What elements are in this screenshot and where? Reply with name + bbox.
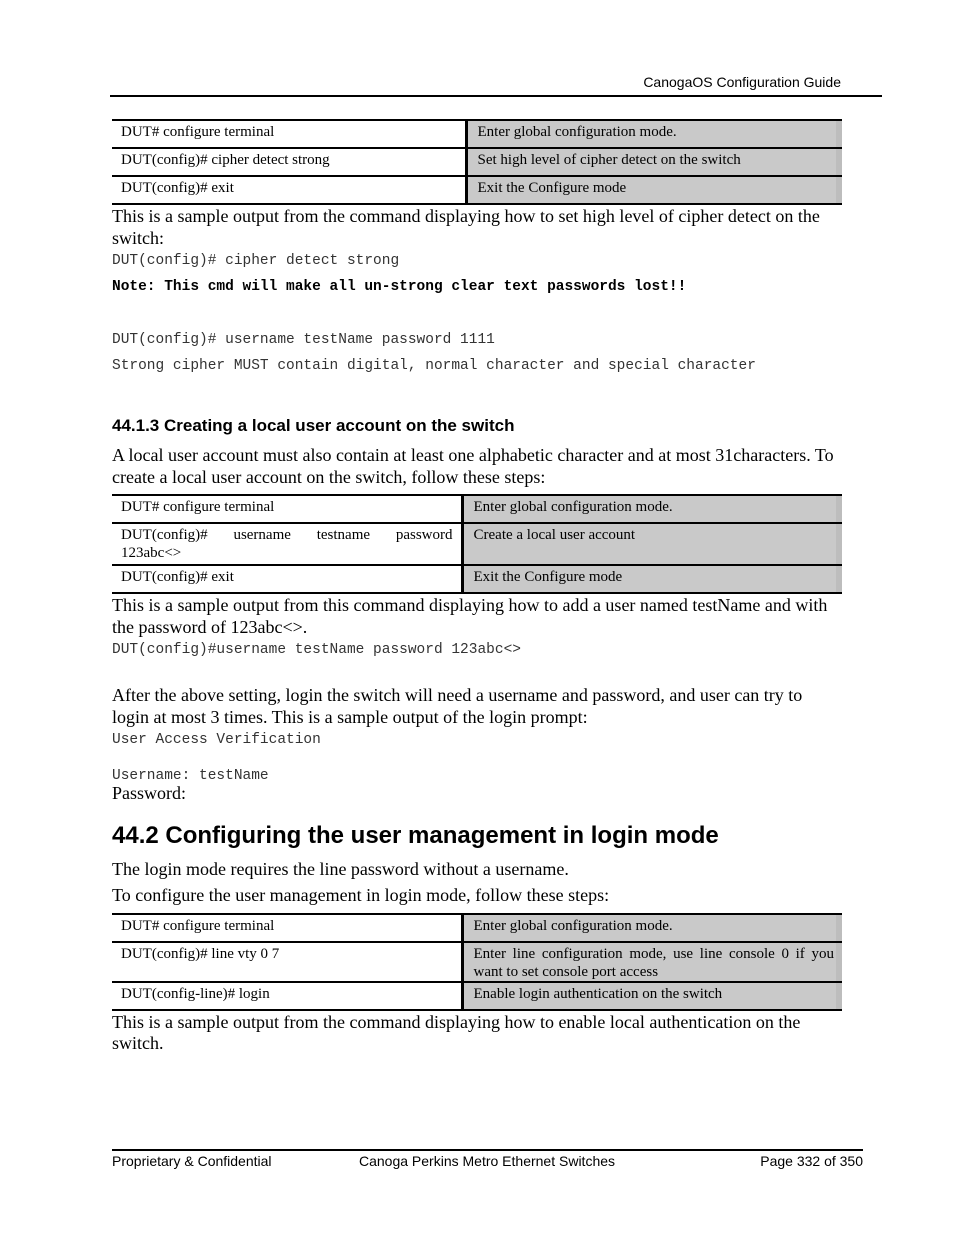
footer-left: Proprietary & Confidential <box>112 1153 272 1169</box>
command-table-cipher <box>112 119 842 205</box>
description-cell: Enter global configuration mode. <box>462 914 842 942</box>
table-row <box>112 914 842 942</box>
table-row <box>112 565 842 593</box>
table-row <box>112 982 842 1010</box>
password-label: Password: <box>112 783 187 803</box>
command-cell: DUT# configure terminal <box>112 495 462 523</box>
code-line: Strong cipher MUST contain digital, normal character and special character <box>112 358 756 374</box>
command-cell: DUT(config)# exit <box>112 176 466 204</box>
body-paragraph: A local user account must also contain at least one alphabetic character and at most 31characters. To create a local user account on the switch, follow these steps: <box>112 445 834 487</box>
description-cell: Exit the Configure mode <box>466 176 842 204</box>
description-cell: Enable login authentication on the switch <box>462 982 842 1010</box>
section-heading: 44.2 Configuring the user management in login mode <box>112 821 719 849</box>
description-cell: Enter global configuration mode. <box>466 120 842 148</box>
code-note: Note: This cmd will make all un-strong clear text passwords lost!! <box>112 279 687 295</box>
description-cell: Enter line configuration mode, use line console 0 if you want to set console port access <box>462 942 842 982</box>
header-title: CanogaOS Configuration Guide <box>643 74 841 90</box>
body-paragraph: This is a sample output from the command displaying how to enable local authentication on the switch. <box>112 1011 801 1053</box>
body-paragraph: The login mode requires the line password without a username. <box>112 858 569 879</box>
command-text-line2: 123abc<> <box>121 545 182 561</box>
body-paragraph: This is a sample output from this command displaying how to add a user named testName and with the password of 123abc<>. <box>112 595 828 637</box>
table-row <box>112 148 842 176</box>
table-row <box>112 120 842 148</box>
table-row <box>112 495 842 523</box>
code-line: Username: testName <box>112 768 269 784</box>
footer-center: Canoga Perkins Metro Ethernet Switches <box>359 1153 616 1169</box>
body-paragraph: To configure the user management in login mode, follow these steps: <box>112 885 610 905</box>
command-cell: DUT(config)# exit <box>112 565 462 593</box>
code-line: DUT(config)#username testName password 123abc<> <box>112 642 521 658</box>
subsection-heading: 44.1.3 Creating a local user account on the switch <box>112 416 515 435</box>
header-rule <box>110 95 882 97</box>
description-cell: Set high level of cipher detect on the switch <box>466 148 842 176</box>
command-cell: DUT# configure terminal <box>112 120 466 148</box>
code-line: DUT(config)# username testName password 1111 <box>112 332 495 348</box>
command-cell: DUT(config)# cipher detect strong <box>112 148 466 176</box>
command-cell <box>112 523 462 565</box>
command-table-user <box>112 494 842 594</box>
code-line: User Access Verification <box>112 732 321 748</box>
table-row <box>112 523 842 565</box>
command-text-line1: DUT(config)# username testname password <box>121 527 453 543</box>
description-cell: Exit the Configure mode <box>462 565 842 593</box>
description-cell: Enter global configuration mode. <box>462 495 842 523</box>
code-line: DUT(config)# cipher detect strong <box>112 253 400 269</box>
footer-rule <box>112 1149 863 1151</box>
description-cell: Create a local user account <box>462 523 842 565</box>
body-paragraph: After the above setting, login the switch will need a username and password, and user can try to login at most 3 times. This is a sample output of the login prompt: <box>112 685 803 727</box>
command-table-login <box>112 913 842 1011</box>
footer-page-number: Page 332 of 350 <box>760 1153 863 1169</box>
table-row <box>112 942 842 982</box>
command-cell: DUT# configure terminal <box>112 914 462 942</box>
page-content <box>112 119 842 1055</box>
command-cell: DUT(config)# line vty 0 7 <box>112 942 462 982</box>
command-cell: DUT(config-line)# login <box>112 982 462 1010</box>
body-paragraph: This is a sample output from the command displaying how to set high level of cipher detect on the switch: <box>112 206 820 248</box>
table-row <box>112 176 842 204</box>
